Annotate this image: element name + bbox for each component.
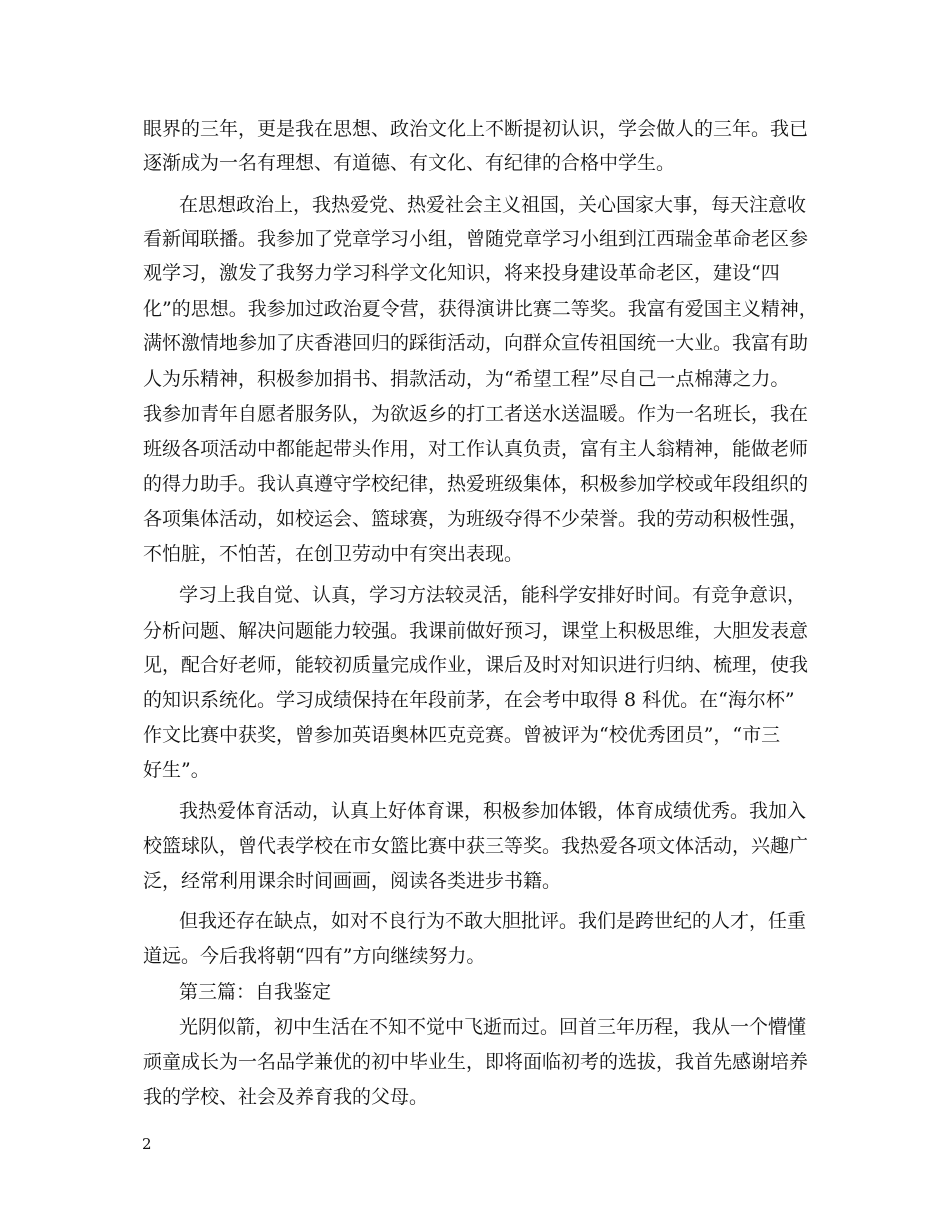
text-line: 我参加青年自愿者服务队，为欲返乡的打工者送水送温暖。作为一名班长，我在 xyxy=(143,403,809,425)
text-line: 作文比赛中获奖，曾参加英语奥林匹克竞赛。曾被评为“校优秀团员”，“市三 xyxy=(143,724,781,746)
paragraph-first-line: 我热爱体育活动，认真上好体育课，积极参加体锻，体育成绩优秀。我加入 xyxy=(179,800,807,822)
text-line: 不怕脏，不怕苦，在创卫劳动中有突出表现。 xyxy=(143,543,524,565)
text-line: 泛，经常利用课余时间画画，阅读各类进步书籍。 xyxy=(143,870,562,892)
text-line: 见，配合好老师，能较初质量完成作业，课后及时对知识进行归纳、梳理，使我 xyxy=(143,654,809,676)
text-line: 人为乐精神，积极参加捐书、捐款活动，为“希望工程”尽自己一点棉薄之力。 xyxy=(143,368,790,390)
text-line: 班级各项活动中都能起带头作用，对工作认真负责，富有主人翁精神，能做老师 xyxy=(143,438,809,460)
paragraph-first-line: 在思想政治上，我热爱党、热爱社会主义祖国，关心国家大事，每天注意收 xyxy=(179,194,807,216)
text-line: 分析问题、解决问题能力较强。我课前做好预习，课堂上积极思维，大胆发表意 xyxy=(143,620,809,642)
paragraph-first-line: 光阴似箭，初中生活在不知不觉中飞逝而过。回首三年历程，我从一个懵懂 xyxy=(179,1016,807,1038)
page-number: 2 xyxy=(142,1135,152,1153)
text-line: 道远。今后我将朝“四有”方向继续努力。 xyxy=(143,945,486,967)
text-line: 满怀激情地参加了庆香港回归的踩街活动，向群众宣传祖国统一大业。我富有助 xyxy=(143,332,809,354)
text-line: 校篮球队，曾代表学校在市女篮比赛中获三等奖。我热爱各项文体活动，兴趣广 xyxy=(143,835,809,857)
text-line: 观学习，激发了我努力学习科学文化知识，将来投身建设革命老区，建设“四 xyxy=(143,262,780,284)
text-line: 逐渐成为一名有理想、有道德、有文化、有纪律的合格中学生。 xyxy=(143,152,676,174)
text-line: 的得力助手。我认真遵守学校纪律，热爱班级集体，积极参加学校或年段组织的 xyxy=(143,473,809,495)
paragraph-first-line: 但我还存在缺点，如对不良行为不敢大胆批评。我们是跨世纪的人才，任重 xyxy=(179,910,807,932)
text-line: 眼界的三年，更是我在思想、政治文化上不断提初认识，学会做人的三年。我已 xyxy=(143,118,809,140)
text-line: 各项集体活动，如校运会、篮球赛，为班级夺得不少荣誉。我的劳动积极性强， xyxy=(143,508,809,530)
text-line: 我的学校、社会及养育我的父母。 xyxy=(143,1086,429,1108)
paragraph-first-line: 学习上我自觉、认真，学习方法较灵活，能科学安排好时间。有竞争意识， xyxy=(179,584,807,606)
text-line: 顽童成长为一名品学兼优的初中毕业生，即将面临初考的选拔，我首先感谢培养 xyxy=(143,1051,809,1073)
text-line: 好生”。 xyxy=(143,759,210,781)
text-line: 的知识系统化。学习成绩保持在年段前茅，在会考中取得 8 科优。在“海尔杯” xyxy=(143,689,795,711)
text-line: 看新闻联播。我参加了党章学习小组，曾随党章学习小组到江西瑞金革命老区参 xyxy=(143,228,809,250)
text-line: 化”的思想。我参加过政治夏令营，获得演讲比赛二等奖。我富有爱国主义精神， xyxy=(143,298,818,320)
section-heading: 第三篇：自我鉴定 xyxy=(179,981,332,1003)
